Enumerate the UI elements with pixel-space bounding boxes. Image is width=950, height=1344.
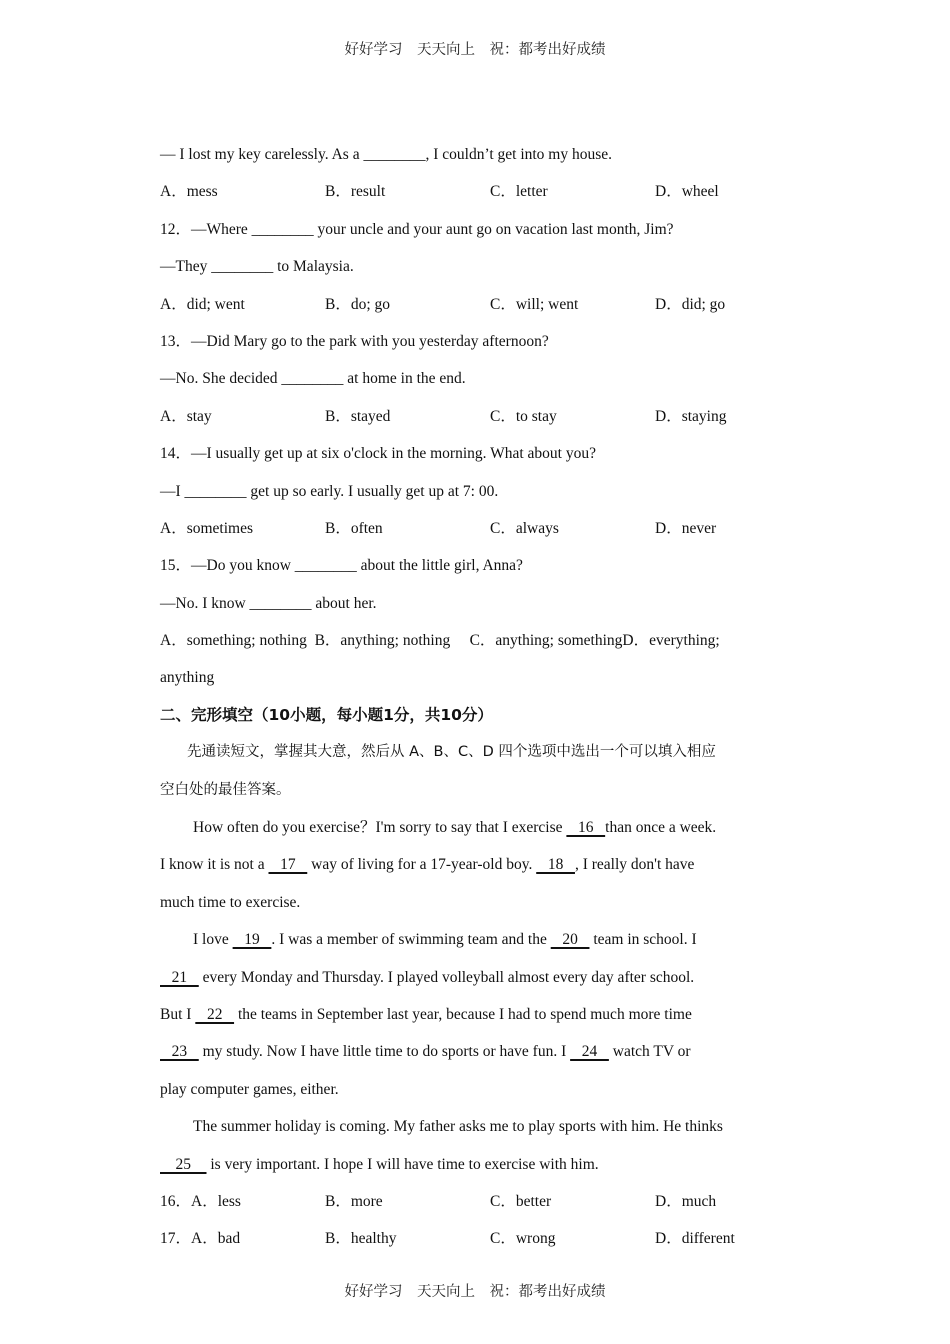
q14-options	[160, 510, 800, 547]
passage-p2-line4	[160, 1033, 800, 1070]
q13-option-b[interactable]: B．stayed	[325, 407, 391, 425]
q17-option-b[interactable]: B．healthy	[325, 1230, 397, 1248]
q15-line2: —No. I know ________ about her.	[160, 594, 377, 612]
text: I know it is not a	[160, 856, 269, 874]
q13-line2: —No. She decided ________ at home in the end.	[160, 370, 466, 388]
q16-option-d[interactable]: D．much	[655, 1192, 717, 1210]
passage-p2-line5: play computer games, either.	[160, 1080, 339, 1098]
section2-instruction-line1: 先通读短文，掌握其大意，然后从 A、B、C、D 四个选项中选出一个可以填入相应	[187, 744, 716, 761]
section2-instruction-line2: 空白处的最佳答案。	[160, 781, 291, 798]
q11-option-b[interactable]: B．result	[325, 183, 386, 201]
q17-option-c[interactable]: C．wrong	[490, 1230, 556, 1248]
text: every Monday and Thursday. I played volleyball almost every day after school.	[198, 968, 695, 986]
q16-option-c[interactable]: C．better	[490, 1192, 552, 1210]
q11-option-d[interactable]: D．wheel	[655, 183, 719, 201]
text: , I really don't have	[574, 856, 695, 874]
q11-options	[160, 173, 800, 210]
text: How often do you exercise？I'm sorry to say that I exercise	[193, 819, 567, 837]
q15-options[interactable]: A．something; nothing B．anything; nothing C．anything; somethingD．everything;	[160, 632, 720, 650]
blank-19: 19	[232, 931, 272, 949]
blank-22: 22	[195, 1005, 235, 1023]
q11-line: — I lost my key carelessly. As a ________, I couldn’t get into my house.	[160, 146, 613, 163]
q16-option-b[interactable]: B．more	[325, 1192, 383, 1210]
q12-option-a[interactable]: A．did; went	[160, 295, 245, 313]
text: . I was a member of swimming team and the	[271, 931, 551, 949]
q17-options	[160, 1220, 800, 1257]
q12-line1: 12．—Where ________ your uncle and your aunt go on vacation last month, Jim?	[160, 220, 674, 238]
text: than once a week.	[605, 819, 717, 837]
q13-options	[160, 398, 800, 435]
blank-25: 25	[160, 1155, 207, 1173]
page-header: 好好学习 天天向上 祝：都考出好成绩	[344, 42, 606, 58]
text: team in school. I	[589, 931, 697, 949]
section2-heading: 二、完形填空（10小题，每小题1分，共10分）	[160, 705, 493, 724]
page-content	[160, 136, 800, 1258]
q12-option-c[interactable]: C．will; went	[490, 295, 579, 313]
text: my study. Now I have little time to do sports or have fun. I	[198, 1043, 571, 1061]
q15-line1: 15．—Do you know ________ about the little girl, Anna?	[160, 557, 523, 575]
blank-18: 18	[536, 856, 575, 874]
passage-p1-line3: much time to exercise.	[160, 893, 301, 911]
q14-option-b[interactable]: B．often	[325, 519, 383, 537]
passage-p1-line1	[160, 809, 800, 846]
passage-p2-line3	[160, 996, 800, 1033]
blank-21: 21	[160, 968, 199, 986]
text: the teams in September last year, because I had to spend much more time	[234, 1005, 692, 1023]
text: watch TV or	[608, 1043, 691, 1061]
q11-option-c[interactable]: C．letter	[490, 183, 548, 201]
q16-options	[160, 1183, 800, 1220]
blank-17: 17	[268, 856, 308, 874]
q12-line2: —They ________ to Malaysia.	[160, 258, 354, 276]
text: is very important. I hope I will have time to exercise with him.	[206, 1155, 599, 1173]
q12-option-b[interactable]: B．do; go	[325, 295, 391, 313]
passage-p1-line2	[160, 846, 800, 883]
q13-option-c[interactable]: C．to stay	[490, 407, 557, 425]
text: I love	[193, 931, 233, 949]
text: way of living for a 17-year-old boy.	[307, 856, 537, 874]
page-footer: 好好学习 天天向上 祝：都考出好成绩	[344, 1284, 606, 1300]
blank-24: 24	[570, 1043, 609, 1061]
passage-p3-line1: The summer holiday is coming. My father asks me to play sports with him. He thinks	[193, 1118, 723, 1136]
q14-option-a[interactable]: A．sometimes	[160, 519, 253, 537]
text: But I	[160, 1005, 196, 1023]
q13-option-a[interactable]: A．stay	[160, 407, 212, 425]
passage-p2-line2	[160, 959, 800, 996]
q13-option-d[interactable]: D．staying	[655, 407, 727, 425]
q14-line2: —I ________ get up so early. I usually get up at 7: 00.	[160, 482, 499, 500]
q12-options	[160, 286, 800, 323]
blank-23: 23	[160, 1043, 199, 1061]
q14-option-c[interactable]: C．always	[490, 519, 559, 537]
passage-p3-line2	[160, 1146, 800, 1183]
blank-20: 20	[550, 931, 590, 949]
passage-p2-line1	[160, 921, 800, 958]
q17-option-a[interactable]: 17．A．bad	[160, 1230, 241, 1248]
q14-option-d[interactable]: D．never	[655, 519, 717, 537]
q15-options-wrap: anything	[160, 669, 215, 687]
q16-option-a[interactable]: 16．A．less	[160, 1192, 241, 1210]
q13-line1: 13．—Did Mary go to the park with you yesterday afternoon?	[160, 332, 549, 350]
q11-option-a[interactable]: A．mess	[160, 183, 218, 201]
blank-16: 16	[566, 819, 606, 837]
q12-option-d[interactable]: D．did; go	[655, 295, 726, 313]
q17-option-d[interactable]: D．different	[655, 1230, 735, 1248]
q14-line1: 14．—I usually get up at six o'clock in the morning. What about you?	[160, 445, 596, 463]
